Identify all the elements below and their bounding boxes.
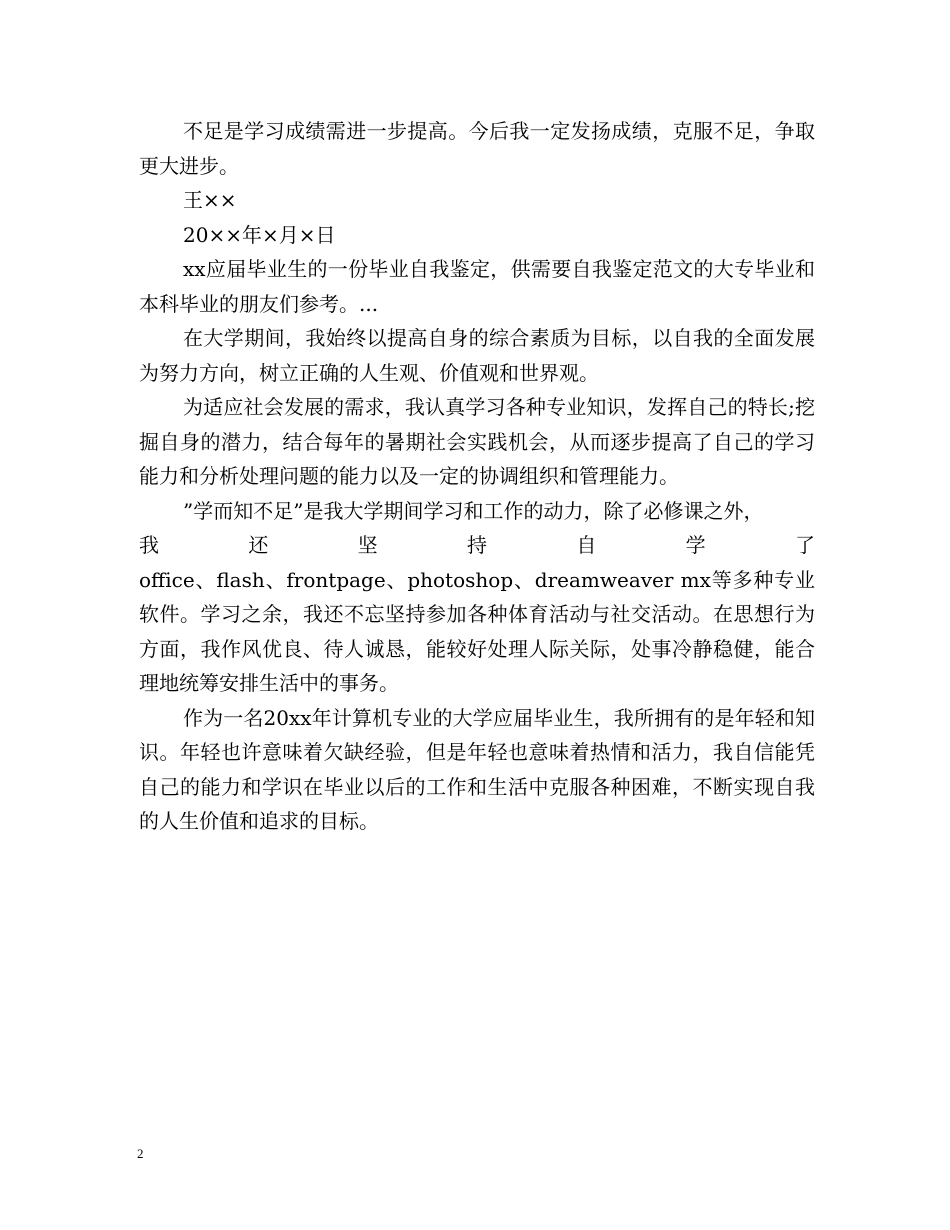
paragraph-intro: xx应届毕业生的一份毕业自我鉴定，供需要自我鉴定范文的大专毕业和本科毕业的朋友们参考。... [139,257,815,316]
paragraph-university-goals: 在大学期间，我始终以提高自身的综合素质为目标，以自我的全面发展为努力方向，树立正确的人生观、价值观和世界观。 [139,326,815,385]
paragraph-self-study-line1: ”学而知不足”是我大学期间学习和工作的动力，除了必修课之外， [183,498,764,523]
signature-name: 王×× [183,188,237,212]
paragraph-conclusion: 不足是学习成绩需进一步提高。今后我一定发扬成绩，克服不足，争取更大进步。 [139,119,815,178]
document-body [139,114,815,839]
paragraph-closing: 作为一名20xx年计算机专业的大学应届毕业生，我所拥有的是年轻和知识。年轻也许意味着欠缺经验，但是年轻也意味着热情和活力，我自信能凭自己的能力和学识在毕业以后的工作和生活中克服各种困难，不断实现自我的人生价值和追求的目标。 [139,705,815,833]
paragraph-professional-study: 为适应社会发展的需求，我认真学习各种专业知识，发挥自己的特长;挖掘自身的潜力，结合每年的暑期社会实践机会，从而逐步提高了自己的学习能力和分析处理问题的能力以及一定的协调组织和管理能力。 [139,395,815,488]
paragraph-software-skills: office、flash、frontpage、photoshop、dreamweaver mx等多种专业软件。学习之余，我还不忘坚持参加各种体育活动与社交活动。在思想行为方面，我作风优良、待人诚恳，能较好处理人际关际，处事冷静稳健，能合理地统筹安排生活中的事务。 [139,567,815,695]
page-number: 2 [137,1146,144,1161]
paragraph-self-study-line2: 我 还 坚 持 自 学 了 [139,533,815,557]
signature-date: 20××年×月×日 [183,222,336,247]
